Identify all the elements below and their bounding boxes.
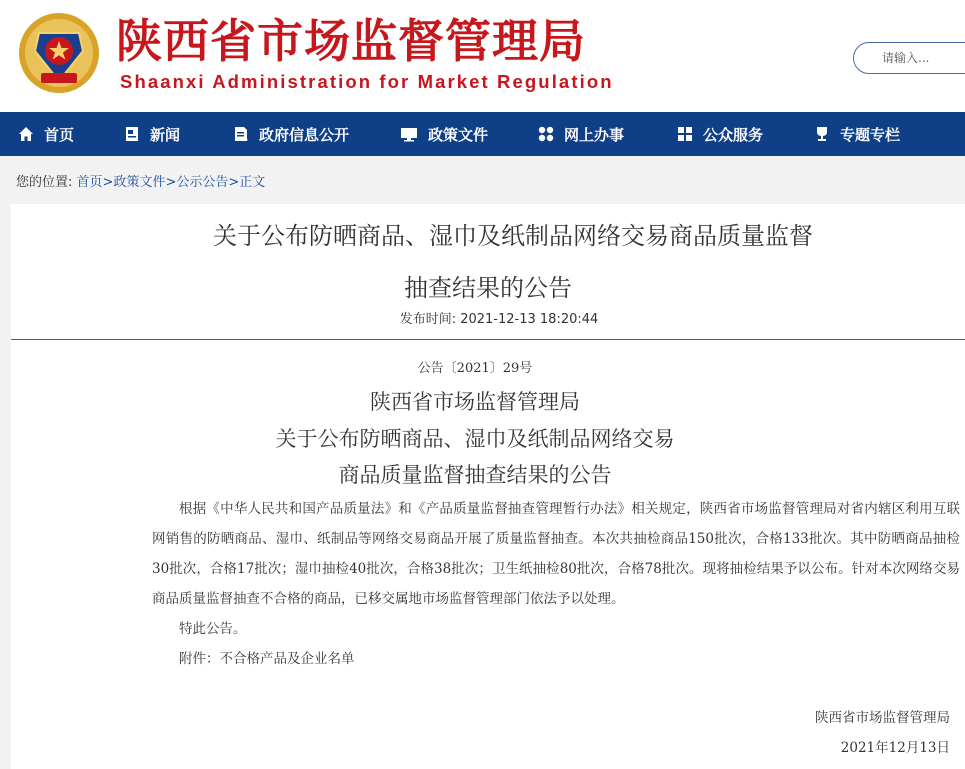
body-paragraph: 根据《中华人民共和国产品质量法》和《产品质量监督抽查管理暂行办法》相关规定，陕西省市场监督管理局对省内辖区利用互联网销售的防晒商品、湿巾、纸制品等网络交易商品开展了质量监督抽查。本次共抽检商品150批次，合格133批次。其中防晒商品抽检30批次，合格17批次；湿巾抽检40批次，合格38批次；卫生纸抽检80批次，合格78批次。现将抽检结果予以公布。针对本次网络交易商品质量监督抽查不合格的商品，已移交属地市场监督管理部门依法予以处理。 <box>152 501 960 607</box>
grid-icon <box>538 126 554 142</box>
nav-item-label: 专题专栏 <box>840 125 901 144</box>
breadcrumb-home[interactable]: 首页 <box>76 175 103 190</box>
emblem-logo[interactable] <box>17 11 101 95</box>
article-panel <box>11 204 965 769</box>
title-divider <box>11 339 965 340</box>
nav-item-special[interactable] <box>814 112 900 156</box>
breadcrumb-current[interactable]: 正文 <box>239 175 266 190</box>
nav-item-info-open[interactable] <box>233 112 349 156</box>
home-icon <box>18 126 34 142</box>
site-subtitle: Shaanxi Administration for Market Regulation <box>120 71 614 92</box>
nav-item-label: 政府信息公开 <box>259 125 350 144</box>
closing-remark: 特此公告。 <box>179 621 247 637</box>
document-heading-line2: 商品质量监督抽查结果的公告 <box>338 463 612 487</box>
nav-item-label: 公众服务 <box>703 125 764 144</box>
breadcrumb <box>16 171 265 190</box>
breadcrumb-prefix: 您的位置: <box>16 175 73 190</box>
nav-item-label: 新闻 <box>150 125 181 144</box>
article-title-line2: 抽查结果的公告 <box>404 274 572 302</box>
nav-item-online-service[interactable] <box>538 112 624 156</box>
trophy-icon <box>814 126 830 142</box>
nav-item-home[interactable] <box>18 112 74 156</box>
breadcrumb-separator: > <box>102 175 114 190</box>
breadcrumb-separator: > <box>228 175 240 190</box>
monitor-icon <box>400 126 418 142</box>
publish-time-value: 2021-12-13 18:20:44 <box>460 312 599 327</box>
signature-date: 2021年12月13日 <box>840 740 950 756</box>
news-icon <box>124 126 140 142</box>
document-heading-line1: 关于公布防晒商品、湿巾及纸制品网络交易 <box>275 427 675 451</box>
document-number: 公告〔2021〕29号 <box>417 361 533 376</box>
breadcrumb-policy[interactable]: 政策文件 <box>113 175 166 190</box>
site-title: 陕西省市场监督管理局 <box>116 14 586 68</box>
site-header <box>0 0 965 112</box>
nav-item-label: 网上办事 <box>564 125 625 144</box>
article-body <box>152 494 960 674</box>
document-issuer: 陕西省市场监督管理局 <box>370 390 580 414</box>
nav-item-label: 政策文件 <box>428 125 489 144</box>
publish-time <box>11 308 965 327</box>
nav-item-policy[interactable] <box>400 112 488 156</box>
signature: 陕西省市场监督管理局 <box>815 710 950 726</box>
article-title-line1: 关于公布防晒商品、湿巾及纸制品网络交易商品质量监督 <box>213 222 813 250</box>
search-input[interactable]: 请输入... <box>853 42 965 74</box>
info-open-icon <box>233 126 249 142</box>
apps-icon <box>677 126 693 142</box>
publish-time-label: 发布时间: <box>399 312 457 327</box>
breadcrumb-announcements[interactable]: 公示公告 <box>176 175 229 190</box>
breadcrumb-separator: > <box>165 175 177 190</box>
nav-item-label: 首页 <box>44 125 75 144</box>
nav-item-public-service[interactable] <box>677 112 763 156</box>
attachment-link[interactable]: 附件：不合格产品及企业名单 <box>179 651 355 667</box>
nav-item-news[interactable] <box>124 112 180 156</box>
main-nav <box>0 112 965 156</box>
